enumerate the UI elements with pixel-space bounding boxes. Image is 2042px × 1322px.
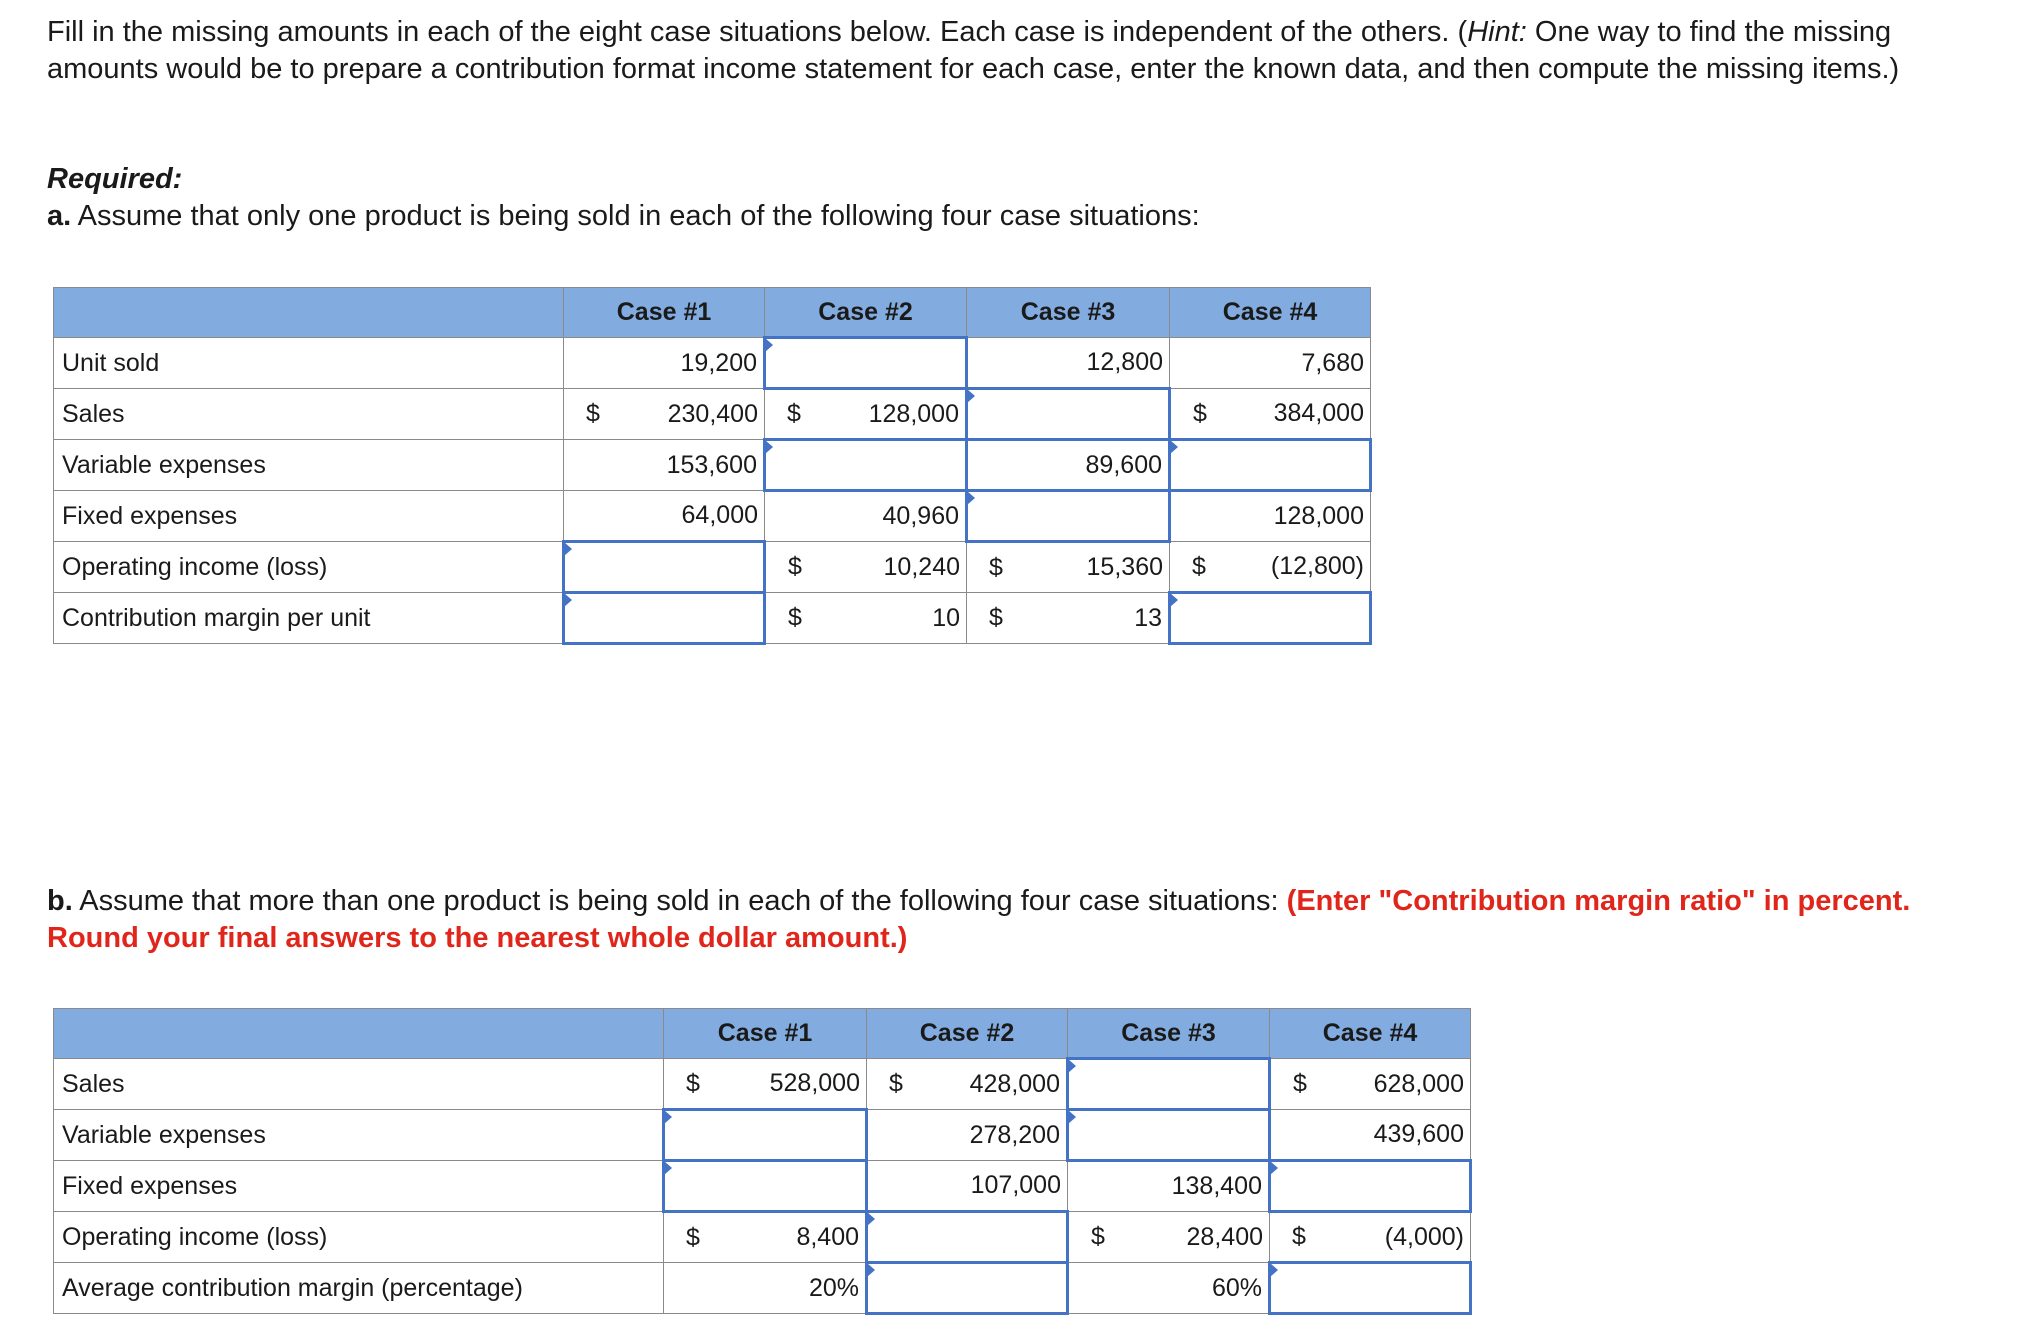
- value-cell: [1170, 389, 1371, 440]
- cell-value: 153,600: [666, 450, 757, 479]
- cell-value: 428,000: [969, 1069, 1060, 1098]
- dollar-sign: $: [586, 399, 600, 428]
- answer-input[interactable]: [968, 492, 1168, 540]
- value-cell: [1068, 1263, 1270, 1314]
- part-a-heading: [47, 198, 1200, 235]
- row-label: Fixed expenses: [54, 491, 564, 542]
- cell-value: 128,000: [868, 399, 959, 428]
- value-cell: [867, 1110, 1068, 1161]
- value-cell: [564, 491, 765, 542]
- dollar-sign: $: [686, 1223, 700, 1251]
- input-marker-icon: [867, 1263, 875, 1277]
- table-row: [54, 1110, 1471, 1161]
- table-row: [54, 1161, 1471, 1212]
- cell-value: 12,800: [1086, 348, 1163, 376]
- cell-value: 64,000: [681, 501, 758, 529]
- cell-value: 278,200: [969, 1120, 1060, 1149]
- cell-value: 138,400: [1171, 1172, 1262, 1200]
- cell-value: 128,000: [1273, 502, 1364, 530]
- value-cell: [1170, 542, 1371, 593]
- value-cell: [765, 491, 967, 542]
- cell-value: 10: [932, 603, 960, 632]
- row-label: Variable expenses: [54, 440, 564, 491]
- cell-value: 7,680: [1301, 348, 1364, 377]
- table-row: [54, 542, 1371, 593]
- answer-input[interactable]: [868, 1213, 1066, 1261]
- hint-label: Hint:: [1467, 16, 1527, 48]
- row-label: Unit sold: [54, 338, 564, 389]
- dollar-sign: $: [889, 1069, 903, 1098]
- value-cell: [1270, 1059, 1471, 1110]
- case-header: Case #2: [867, 1009, 1068, 1059]
- case-header: Case #4: [1170, 288, 1371, 338]
- dollar-sign: $: [788, 603, 802, 632]
- part-b-heading: [47, 883, 2007, 957]
- value-cell: [1068, 1161, 1270, 1212]
- dollar-sign: $: [1091, 1222, 1105, 1251]
- row-label: Operating income (loss): [54, 542, 564, 593]
- answer-input[interactable]: [968, 390, 1168, 438]
- part-b-text: Assume that more than one product is being sold in each of the following four case situations:: [72, 885, 1287, 917]
- table-row: [54, 1059, 1471, 1110]
- answer-input[interactable]: [1171, 441, 1369, 489]
- answer-cell[interactable]: [664, 1110, 867, 1161]
- part-b-table: [53, 1008, 1472, 1315]
- input-marker-icon: [1068, 1059, 1076, 1073]
- row-label: Average contribution margin (percentage): [54, 1263, 664, 1314]
- answer-input[interactable]: [766, 441, 965, 489]
- part-b-prefix: b.: [47, 885, 73, 917]
- value-cell: [967, 440, 1170, 491]
- value-cell: [967, 338, 1170, 389]
- part-a-text: Assume that only one product is being sold in each of the following four case situations:: [71, 200, 1200, 232]
- input-marker-icon: [564, 542, 572, 556]
- table-row: [54, 593, 1371, 644]
- input-marker-icon: [867, 1212, 875, 1226]
- cell-value: 20%: [808, 1273, 859, 1302]
- value-cell: [765, 542, 967, 593]
- table-row: [54, 338, 1371, 389]
- dollar-sign: $: [686, 1069, 700, 1097]
- answer-cell[interactable]: [1270, 1263, 1471, 1314]
- input-marker-icon: [1270, 1263, 1278, 1277]
- part-b-instruction: (Enter "Contribution margin ratio" in percent. Round your final answers to the nearest whole dollar amount.): [47, 885, 1911, 954]
- value-cell: [765, 389, 967, 440]
- dollar-sign: $: [989, 553, 1003, 581]
- cell-value: (12,800): [1270, 552, 1364, 580]
- dollar-sign: $: [788, 552, 802, 581]
- row-label: Sales: [54, 1059, 664, 1110]
- table-row: [54, 491, 1371, 542]
- answer-input[interactable]: [766, 339, 965, 387]
- cell-value: 13: [1134, 603, 1162, 632]
- cell-value: 15,360: [1086, 553, 1163, 581]
- cell-value: 107,000: [970, 1171, 1061, 1199]
- case-header: Case #2: [765, 288, 967, 338]
- cell-value: 28,400: [1186, 1222, 1263, 1251]
- value-cell: [564, 440, 765, 491]
- cell-value: 40,960: [882, 502, 959, 530]
- value-cell: [1170, 491, 1371, 542]
- answer-input[interactable]: [565, 594, 763, 642]
- header-blank: [54, 288, 564, 338]
- case-header: Case #1: [664, 1009, 867, 1059]
- value-cell: [664, 1059, 867, 1110]
- answer-input[interactable]: [665, 1111, 865, 1159]
- intro-text-2: One way to find the missing amounts would be to prepare a contribution format income statement for each case, enter the known data, and then compute the missing items.): [47, 16, 1900, 85]
- answer-cell[interactable]: [967, 389, 1170, 440]
- answer-cell[interactable]: [765, 338, 967, 389]
- case-header: Case #3: [1068, 1009, 1270, 1059]
- input-marker-icon: [1270, 1161, 1278, 1175]
- value-cell: [867, 1059, 1068, 1110]
- input-marker-icon: [967, 491, 975, 505]
- cell-value: 528,000: [769, 1069, 860, 1097]
- case-header: Case #3: [967, 288, 1170, 338]
- row-label: Sales: [54, 389, 564, 440]
- value-cell: [664, 1212, 867, 1263]
- header-row: [54, 288, 1371, 338]
- answer-input[interactable]: [1171, 594, 1369, 642]
- answer-input[interactable]: [1271, 1162, 1469, 1210]
- input-marker-icon: [564, 593, 572, 607]
- input-marker-icon: [765, 338, 773, 352]
- cell-value: 89,600: [1085, 450, 1162, 479]
- dollar-sign: $: [787, 399, 801, 428]
- dollar-sign: $: [989, 603, 1003, 632]
- value-cell: [1068, 1212, 1270, 1263]
- answer-cell[interactable]: [867, 1263, 1068, 1314]
- dollar-sign: $: [1292, 1222, 1306, 1251]
- required-heading: Required:: [47, 163, 183, 195]
- input-marker-icon: [1170, 440, 1178, 454]
- answer-cell[interactable]: [664, 1161, 867, 1212]
- table-row: [54, 1212, 1471, 1263]
- input-marker-icon: [967, 389, 975, 403]
- answer-input[interactable]: [1271, 1264, 1469, 1312]
- cell-value: 8,400: [796, 1223, 859, 1251]
- answer-cell[interactable]: [564, 542, 765, 593]
- answer-cell[interactable]: [564, 593, 765, 644]
- table-row: [54, 440, 1371, 491]
- answer-cell[interactable]: [867, 1212, 1068, 1263]
- header-blank: [54, 1009, 664, 1059]
- input-marker-icon: [664, 1110, 672, 1124]
- intro-text: Fill in the missing amounts in each of the eight case situations below. Each case is independent of the others. (: [47, 16, 1468, 48]
- value-cell: [664, 1263, 867, 1314]
- value-cell: [564, 389, 765, 440]
- input-marker-icon: [765, 440, 773, 454]
- value-cell: [765, 593, 967, 644]
- value-cell: [1270, 1110, 1471, 1161]
- answer-cell[interactable]: [967, 491, 1170, 542]
- input-marker-icon: [664, 1161, 672, 1175]
- row-label: Fixed expenses: [54, 1161, 664, 1212]
- dollar-sign: $: [1192, 552, 1206, 580]
- row-label: Variable expenses: [54, 1110, 664, 1161]
- answer-cell[interactable]: [1170, 440, 1371, 491]
- answer-input[interactable]: [1069, 1111, 1268, 1159]
- answer-cell[interactable]: [1270, 1161, 1471, 1212]
- value-cell: [967, 542, 1170, 593]
- cell-value: (4,000): [1384, 1222, 1464, 1251]
- case-header: Case #1: [564, 288, 765, 338]
- cell-value: 10,240: [883, 552, 960, 581]
- answer-input[interactable]: [1069, 1060, 1268, 1108]
- answer-input[interactable]: [868, 1264, 1066, 1312]
- input-marker-icon: [1068, 1110, 1076, 1124]
- instructions-paragraph: [47, 14, 1947, 88]
- case-header: Case #4: [1270, 1009, 1471, 1059]
- row-label: Operating income (loss): [54, 1212, 664, 1263]
- answer-cell[interactable]: [1068, 1059, 1270, 1110]
- value-cell: [967, 593, 1170, 644]
- cell-value: 230,400: [667, 399, 758, 428]
- cell-value: 19,200: [680, 348, 757, 377]
- cell-value: 384,000: [1273, 399, 1364, 427]
- input-marker-icon: [1170, 593, 1178, 607]
- value-cell: [867, 1161, 1068, 1212]
- part-a-table: [53, 287, 1372, 645]
- cell-value: 439,600: [1373, 1120, 1464, 1148]
- table-row: [54, 1263, 1471, 1314]
- answer-cell[interactable]: [765, 440, 967, 491]
- answer-input[interactable]: [665, 1162, 865, 1210]
- cell-value: 60%: [1211, 1273, 1262, 1302]
- value-cell: [564, 338, 765, 389]
- part-a-prefix: a.: [47, 200, 72, 232]
- answer-cell[interactable]: [1068, 1110, 1270, 1161]
- dollar-sign: $: [1293, 1069, 1307, 1098]
- value-cell: [1170, 338, 1371, 389]
- header-row: [54, 1009, 1471, 1059]
- answer-cell[interactable]: [1170, 593, 1371, 644]
- answer-input[interactable]: [565, 543, 763, 591]
- row-label: Contribution margin per unit: [54, 593, 564, 644]
- dollar-sign: $: [1193, 399, 1207, 427]
- table-row: [54, 389, 1371, 440]
- value-cell: [1270, 1212, 1471, 1263]
- cell-value: 628,000: [1373, 1069, 1464, 1098]
